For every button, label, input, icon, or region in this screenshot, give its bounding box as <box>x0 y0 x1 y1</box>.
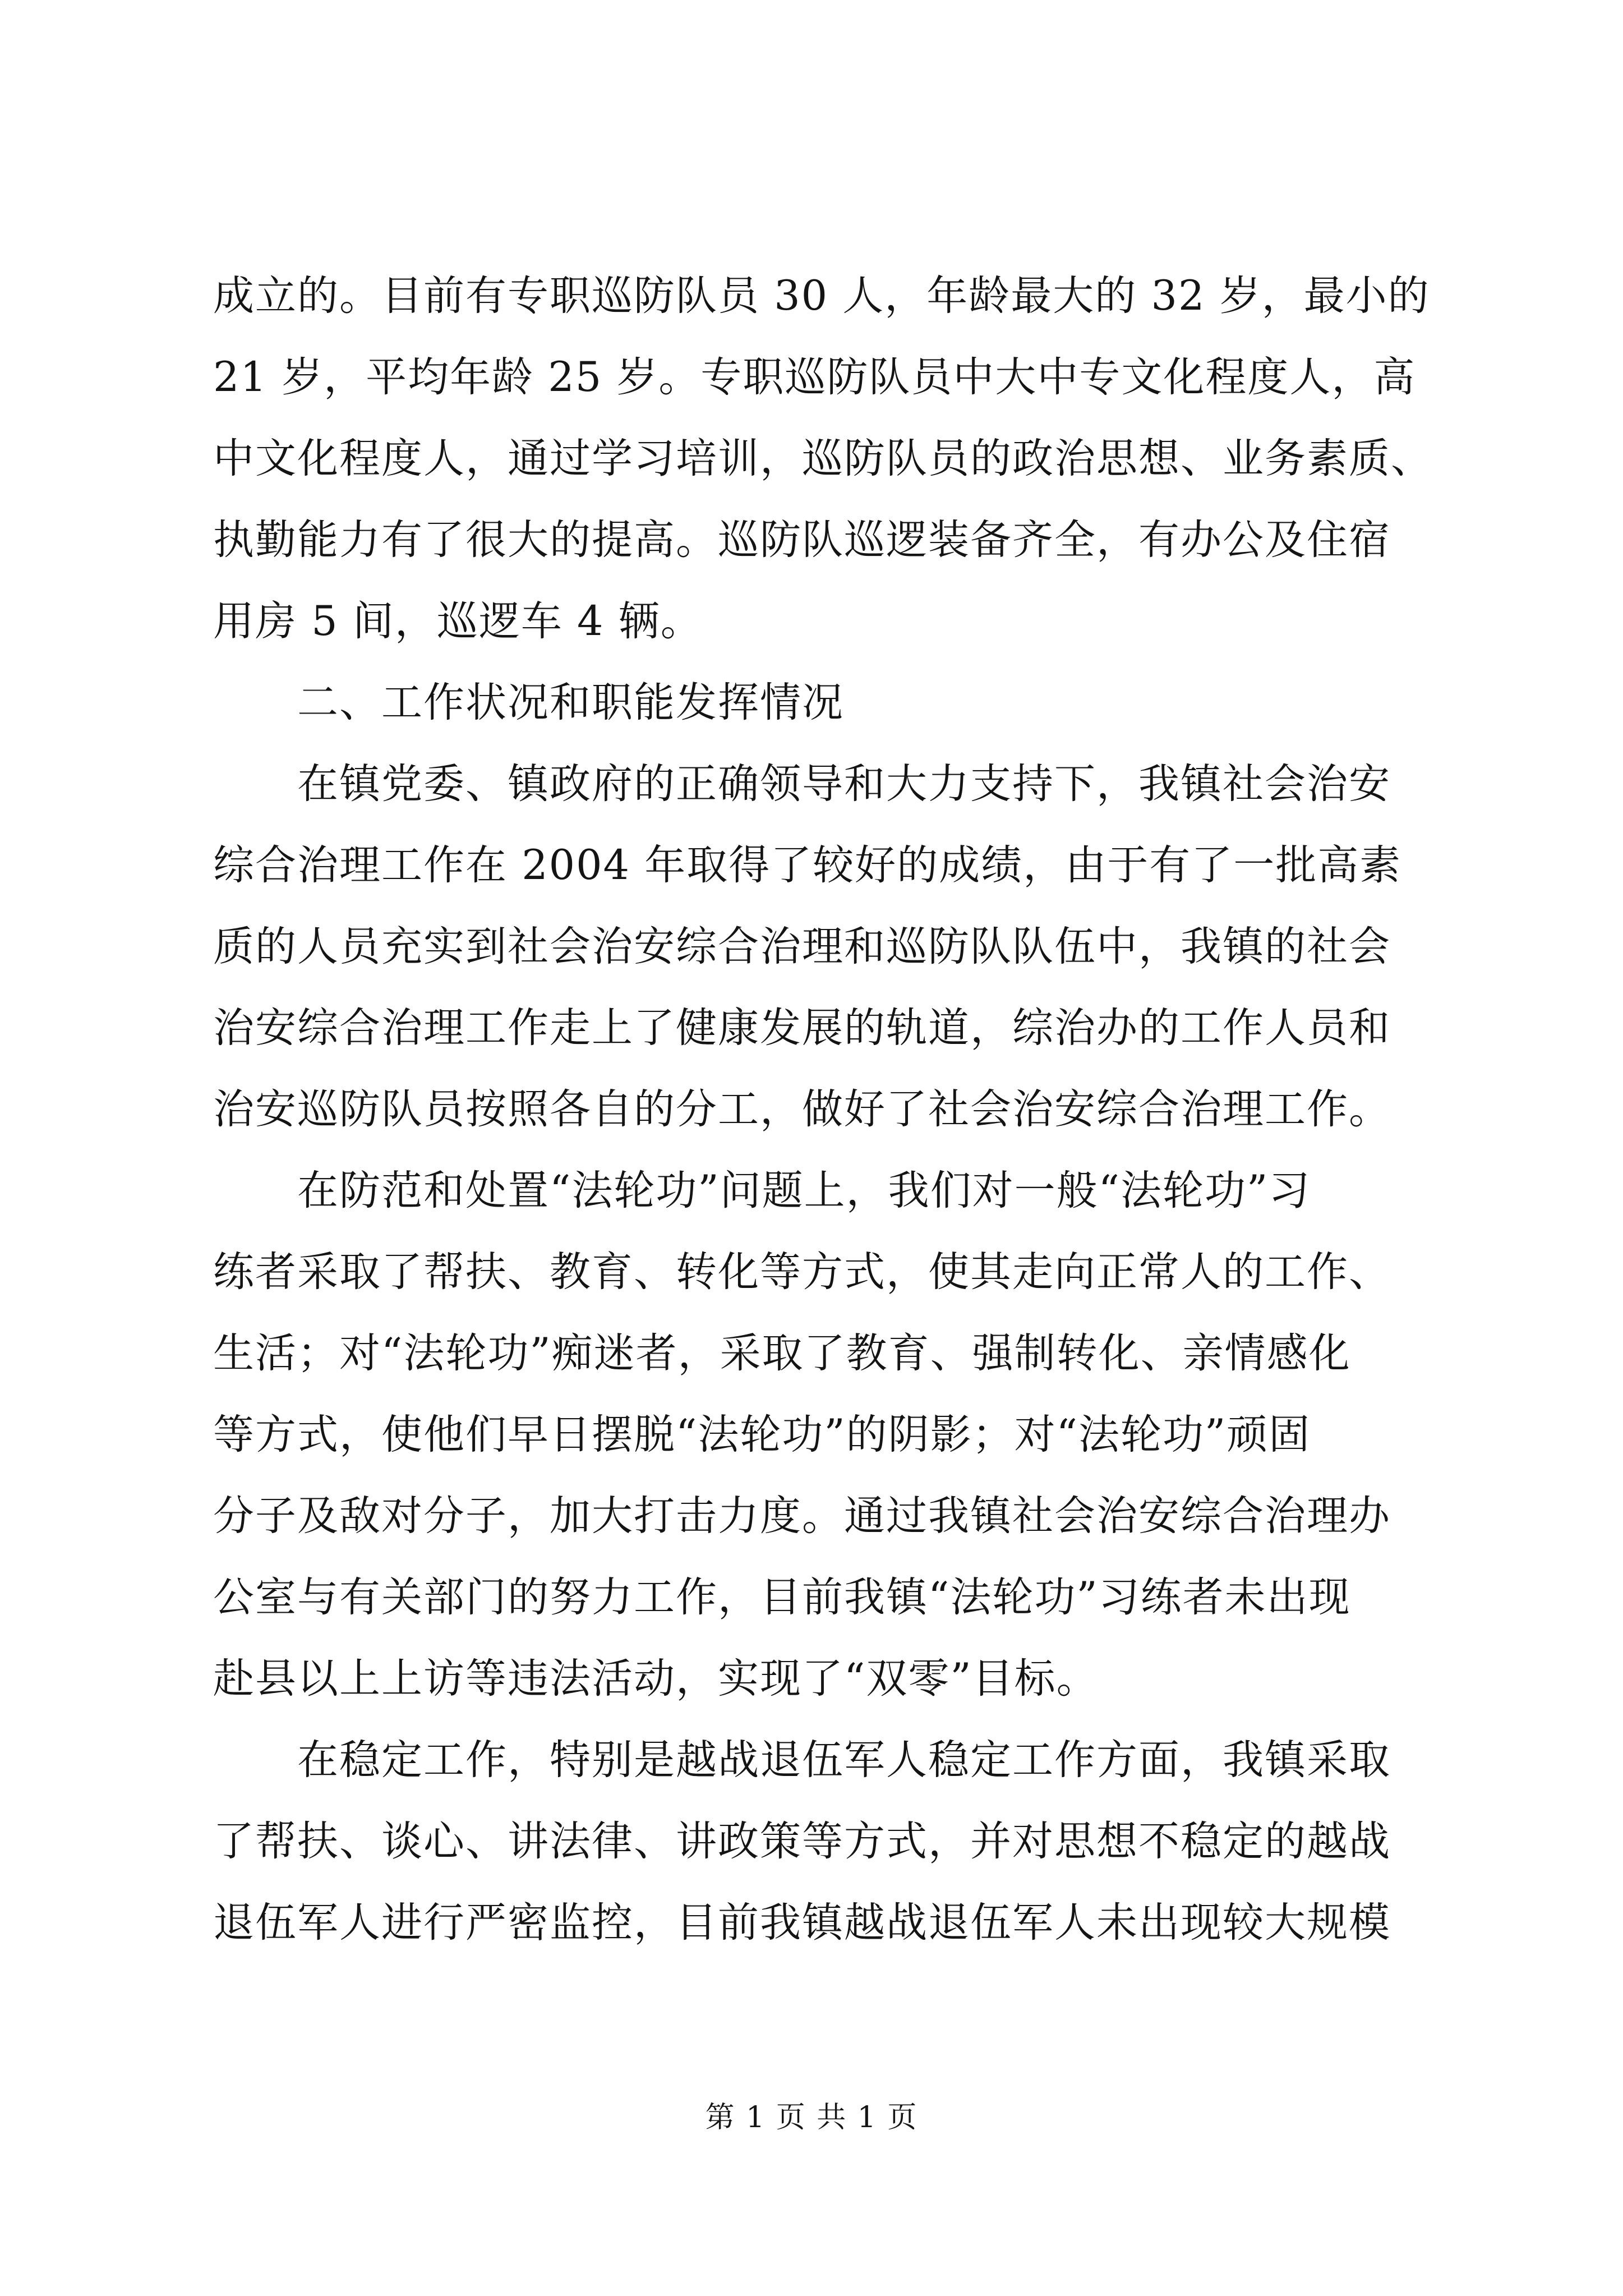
text-line: 治安综合治理工作走上了健康发展的轨道，综治办的工作人员和 <box>213 1004 1391 1052</box>
text-line: 21 岁，平均年龄 25 岁。专职巡防队员中大中专文化程度人，高 <box>213 353 1416 401</box>
text-line: 质的人员充实到社会治安综合治理和巡防队队伍中，我镇的社会 <box>213 923 1391 970</box>
body-text <box>213 255 1433 1963</box>
text-line: 治安巡防队员按照各自的分工，做好了社会治安综合治理工作。 <box>213 1085 1391 1133</box>
page-number-footer: 第 1 页 共 1 页 <box>705 2101 918 2134</box>
text-line: 退伍军人进行严密监控，目前我镇越战退伍军人未出现较大规模 <box>213 1899 1391 1947</box>
text-line: 用房 5 间，巡逻车 4 辆。 <box>213 597 703 645</box>
text-line: 综合治理工作在 2004 年取得了较好的成绩，由于有了一批高素 <box>213 841 1402 889</box>
text-line: 中文化程度人，通过学习培训，巡防队员的政治思想、业务素质、 <box>213 435 1433 482</box>
text-line: 执勤能力有了很大的提高。巡防队巡逻装备齐全，有办公及住宿 <box>213 516 1391 564</box>
text-line: 等方式，使他们早日摆脱“法轮功”的阴影；对“法轮功”顽固 <box>213 1411 1311 1458</box>
text-line: 生活；对“法轮功”痴迷者，采取了教育、强制转化、亲情感化 <box>213 1329 1351 1377</box>
text-line: 分子及敌对分子，加大打击力度。通过我镇社会治安综合治理办 <box>213 1492 1391 1540</box>
section-heading: 二、工作状况和职能发挥情况 <box>297 679 844 726</box>
text-line: 成立的。目前有专职巡防队员 30 人，年龄最大的 32 岁，最小的 <box>213 272 1430 320</box>
paragraph-start: 在镇党委、镇政府的正确领导和大力支持下，我镇社会治安 <box>297 760 1391 808</box>
text-line: 了帮扶、谈心、讲法律、讲政策等方式，并对思想不稳定的越战 <box>213 1818 1391 1865</box>
paragraph-start: 在防范和处置“法轮功”问题上，我们对一般“法轮功”习 <box>297 1167 1311 1214</box>
text-line: 公室与有关部门的努力工作，目前我镇“法轮功”习练者未出现 <box>213 1573 1351 1621</box>
text-line: 赴县以上上访等违法活动，实现了“双零”目标。 <box>213 1655 1099 1703</box>
paragraph-start: 在稳定工作，特别是越战退伍军人稳定工作方面，我镇采取 <box>297 1736 1391 1784</box>
text-line: 练者采取了帮扶、教育、转化等方式，使其走向正常人的工作、 <box>213 1248 1391 1296</box>
